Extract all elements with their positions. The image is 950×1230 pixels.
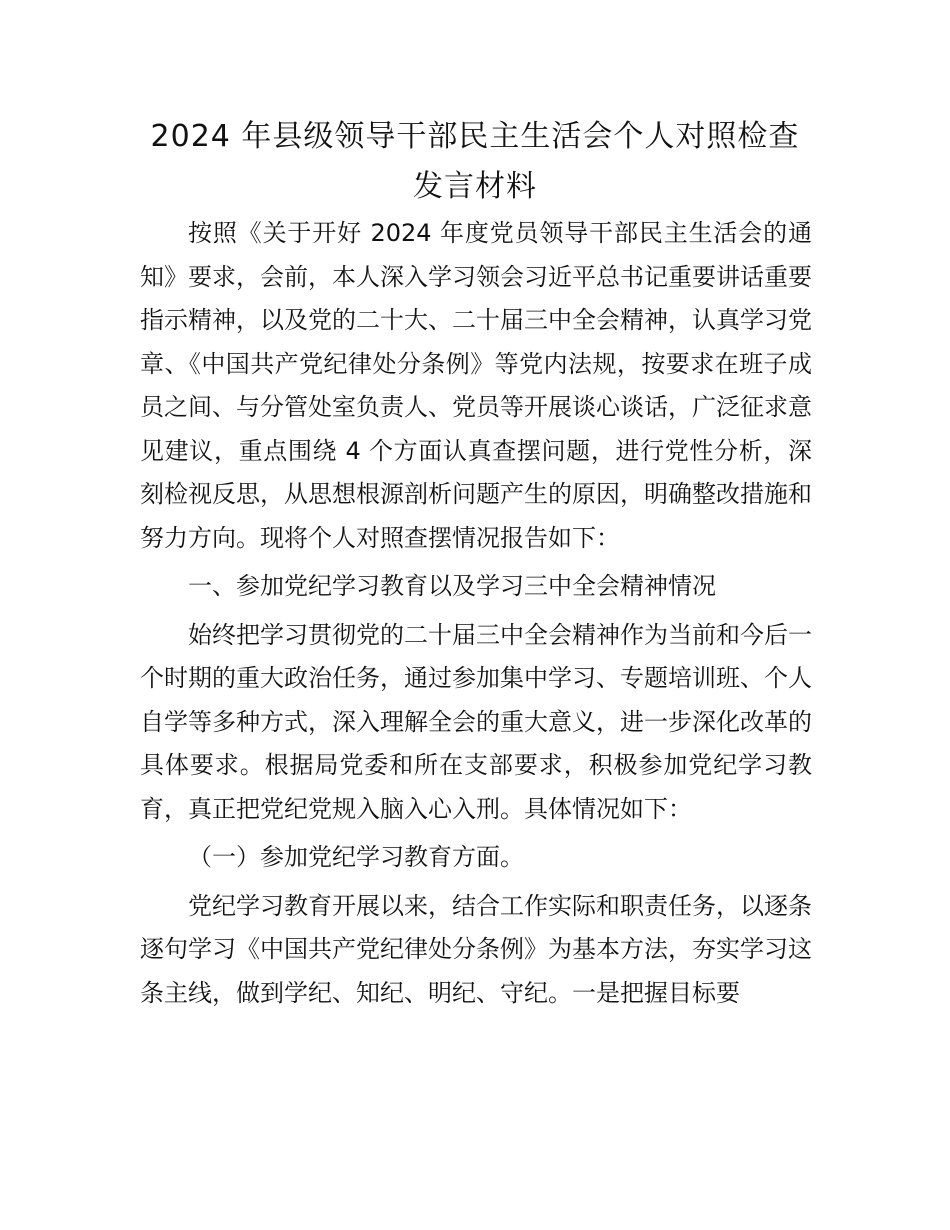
document-body <box>140 212 812 1015</box>
intro-paragraph: 按照《关于开好 2024 年度党员领导干部民主生活会的通知》要求，会前，本人深入学习领会习近平总书记重要讲话重要指示精神，以及党的二十大、二十届三中全会精神，认真学习党章、《中国共产党纪律处分条例》等党内法规，按要求在班子成员之间、与分管处室负责人、党员等开展谈心谈话，广泛征求意见建议，重点围绕 4 个方面认真查摆问题，进行党性分析，深刻检视反思，从思想根源剖析问题产生的原因，明确整改措施和努力方向。现将个人对照查摆情况报告如下： <box>140 219 812 552</box>
document-title: 2024 年县级领导干部民主生活会个人对照检查发言材料 <box>150 119 800 204</box>
section-heading-1: 一、参加党纪学习教育以及学习三中全会精神情况 <box>188 572 716 600</box>
subsection-heading-1: （一）参加党纪学习教育方面。 <box>188 843 524 871</box>
subsection-1-paragraph: 党纪学习教育开展以来，结合工作实际和职责任务，以逐条逐句学习《中国共产党纪律处分条例》为基本方法，夯实学习这条主线，做到学纪、知纪、明纪、守纪。一是把握目标要 <box>140 891 812 1007</box>
section-1-paragraph: 始终把学习贯彻党的二十届三中全会精神作为当前和今后一个时期的重大政治任务，通过参加集中学习、专题培训班、个人自学等多种方式，深入理解全会的重大意义，进一步深化改革的具体要求。根据局党委和所在支部要求，积极参加党纪学习教育，真正把党纪党规入脑入心入刑。具体情况如下： <box>140 620 812 823</box>
